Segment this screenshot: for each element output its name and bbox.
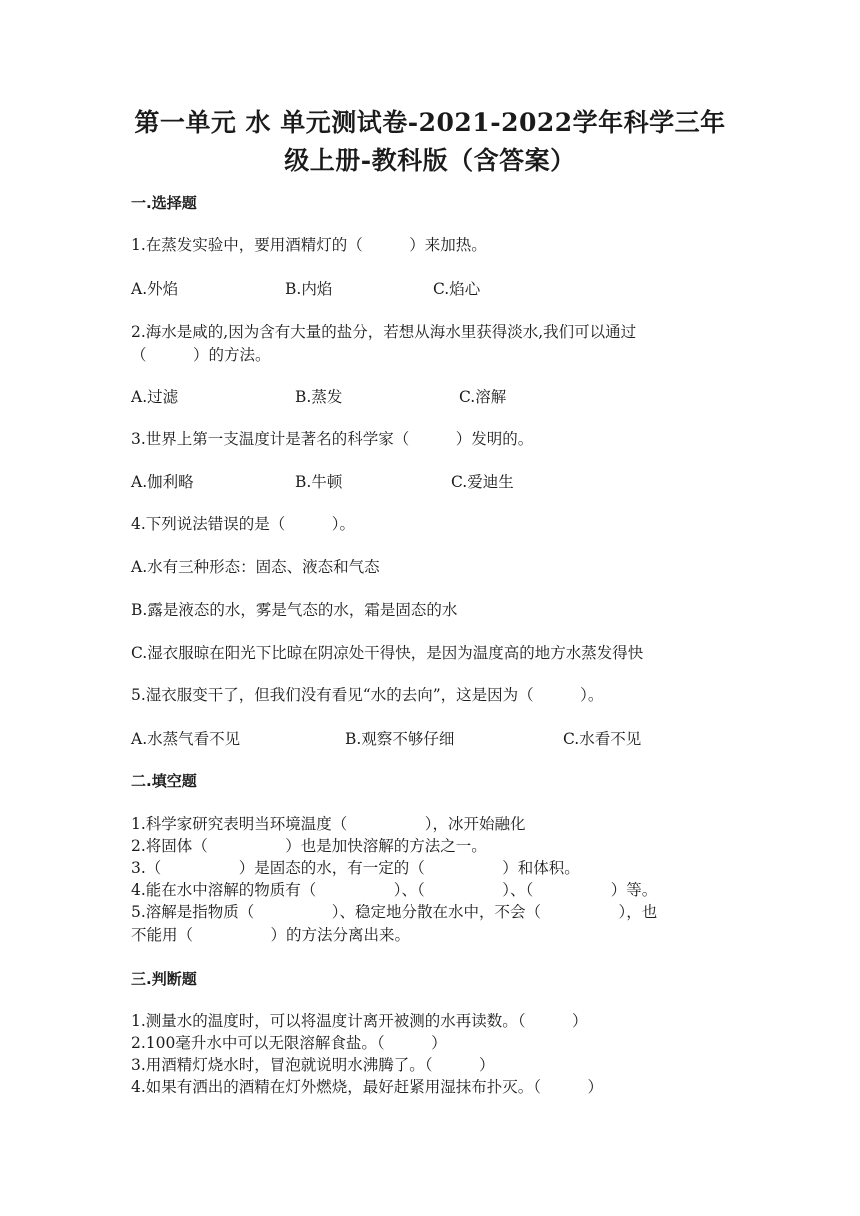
fill-in-line-4: 4.能在水中溶解的物质有（ ）、（ ）、（ ）等。 <box>131 881 658 899</box>
fill-in-line-2: 2.将固体（ ）也是加快溶解的方法之一。 <box>131 837 487 855</box>
true-false-line-4: 4.如果有洒出的酒精在灯外燃烧，最好赶紧用湿抹布扑灭。（ ） <box>131 1078 604 1096</box>
section-heading-true-false: 三.判断题 <box>131 970 197 988</box>
option-b: B.蒸发 <box>295 388 343 406</box>
true-false-line-1: 1.测量水的温度时，可以将温度计离开被测的水再读数。（ ） <box>131 1012 588 1030</box>
true-false-line-2: 2.100毫升水中可以无限溶解食盐。（ ） <box>131 1034 447 1052</box>
section-heading-fill-in: 二.填空题 <box>131 772 197 790</box>
question-4-option-a: A.水有三种形态：固态、液态和气态 <box>131 558 380 576</box>
question-2-stem-line-2: （ ）的方法。 <box>131 346 271 364</box>
question-3-stem: 3.世界上第一支温度计是著名的科学家（ ）发明的。 <box>131 430 534 448</box>
question-4-option-b: B.露是液态的水，雾是气态的水，霜是固态的水 <box>131 601 458 619</box>
question-2-stem-line-1: 2.海水是咸的,因为含有大量的盐分，若想从海水里获得淡水,我们可以通过 <box>131 323 637 341</box>
option-b: B.内焰 <box>285 280 333 298</box>
title-line-2: 级上册-教科版（含答案） <box>284 146 576 175</box>
fill-in-line-5: 5.溶解是指物质（ ）、稳定地分散在水中，不会（ ），也 <box>131 903 658 921</box>
true-false-line-3: 3.用酒精灯烧水时，冒泡就说明水沸腾了。（ ） <box>131 1056 495 1074</box>
fill-in-line-1: 1.科学家研究表明当环境温度（ ），冰开始融化 <box>131 815 526 833</box>
option-b: B.牛顿 <box>295 473 343 491</box>
option-a: A.过滤 <box>131 388 179 406</box>
document-title <box>110 104 750 180</box>
section-heading-choice: 一.选择题 <box>131 194 197 212</box>
question-4-option-c: C.湿衣服晾在阳光下比晾在阴凉处干得快，是因为温度高的地方水蒸发得快 <box>131 644 644 662</box>
question-1-stem: 1.在蒸发实验中，要用酒精灯的（ ）来加热。 <box>131 236 487 254</box>
option-a: A.外焰 <box>131 280 179 298</box>
option-a: A.水蒸气看不见 <box>131 730 241 748</box>
option-c: C.爱迪生 <box>451 473 514 491</box>
option-c: C.焰心 <box>433 280 481 298</box>
fill-in-line-3: 3.（ ）是固态的水，有一定的（ ）和体积。 <box>131 859 580 877</box>
option-b: B.观察不够仔细 <box>345 730 455 748</box>
option-c: C.溶解 <box>459 388 507 406</box>
question-5-stem: 5.湿衣服变干了，但我们没有看见“水的去向”，这是因为（ ）。 <box>131 686 604 704</box>
question-4-stem: 4.下列说法错误的是（ ）。 <box>131 515 356 533</box>
fill-in-line-6: 不能用（ ）的方法分离出来。 <box>131 926 411 944</box>
option-c: C.水看不见 <box>563 730 642 748</box>
option-a: A.伽利略 <box>131 473 194 491</box>
title-line-1: 第一单元 水 单元测试卷-2021-2022学年科学三年 <box>134 108 726 137</box>
